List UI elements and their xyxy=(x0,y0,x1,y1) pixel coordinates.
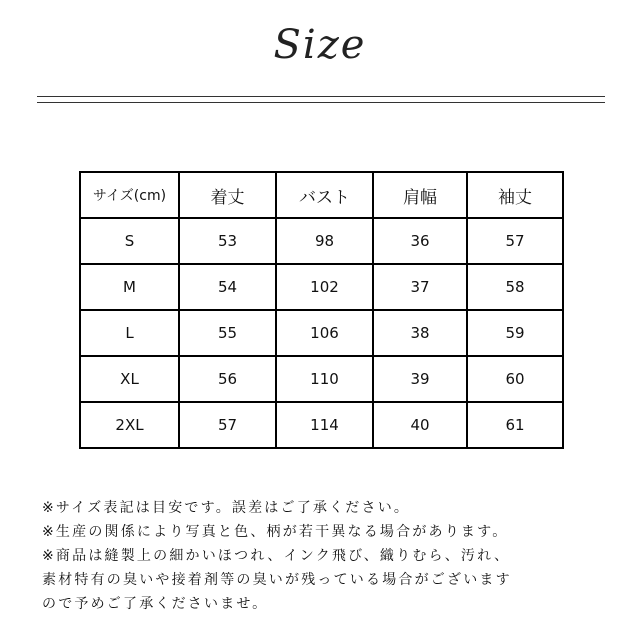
table-header-row xyxy=(80,172,563,218)
size-table xyxy=(79,171,564,449)
table-cell: 54 xyxy=(179,264,276,310)
table-cell: 102 xyxy=(276,264,373,310)
note-line: ※生産の関係により写真と色、柄が若干異なる場合があります。 xyxy=(42,524,509,540)
table-cell: 98 xyxy=(276,218,373,264)
table-cell: 39 xyxy=(373,356,467,402)
table-cell: L xyxy=(80,310,179,356)
table-cell: 56 xyxy=(179,356,276,402)
table-cell: 37 xyxy=(373,264,467,310)
title-divider-bottom xyxy=(37,102,605,103)
note-line: ので予めご了承くださいませ。 xyxy=(42,596,269,612)
table-cell: 2XL xyxy=(80,402,179,448)
note-line: 素材特有の臭いや接着剤等の臭いが残っている場合がございます xyxy=(42,572,512,588)
table-cell: 106 xyxy=(276,310,373,356)
table-row xyxy=(80,264,563,310)
table-cell: 57 xyxy=(467,218,563,264)
table-row xyxy=(80,356,563,402)
header-bust: バスト xyxy=(276,172,373,218)
table-cell: 55 xyxy=(179,310,276,356)
table-row xyxy=(80,310,563,356)
table-cell: XL xyxy=(80,356,179,402)
header-length: 着丈 xyxy=(179,172,276,218)
table-cell: 36 xyxy=(373,218,467,264)
table-cell: 53 xyxy=(179,218,276,264)
title-divider-top xyxy=(37,96,605,97)
table-cell: M xyxy=(80,264,179,310)
table-cell: 114 xyxy=(276,402,373,448)
table-cell: 59 xyxy=(467,310,563,356)
table-cell: 57 xyxy=(179,402,276,448)
note-line: ※商品は縫製上の細かいほつれ、インク飛び、織りむら、汚れ、 xyxy=(42,548,511,564)
table-cell: 60 xyxy=(467,356,563,402)
table-cell: 110 xyxy=(276,356,373,402)
page-title: Size xyxy=(273,22,367,68)
table-cell: 40 xyxy=(373,402,467,448)
header-size: サイズ(cm) xyxy=(80,172,179,218)
notes xyxy=(42,496,622,616)
header-shoulder: 肩幅 xyxy=(373,172,467,218)
table-cell: S xyxy=(80,218,179,264)
table-row xyxy=(80,402,563,448)
note-line: ※サイズ表記は目安です。誤差はご了承ください。 xyxy=(42,500,411,516)
table-row xyxy=(80,218,563,264)
table-cell: 58 xyxy=(467,264,563,310)
table-cell: 38 xyxy=(373,310,467,356)
table-cell: 61 xyxy=(467,402,563,448)
header-sleeve: 袖丈 xyxy=(467,172,563,218)
